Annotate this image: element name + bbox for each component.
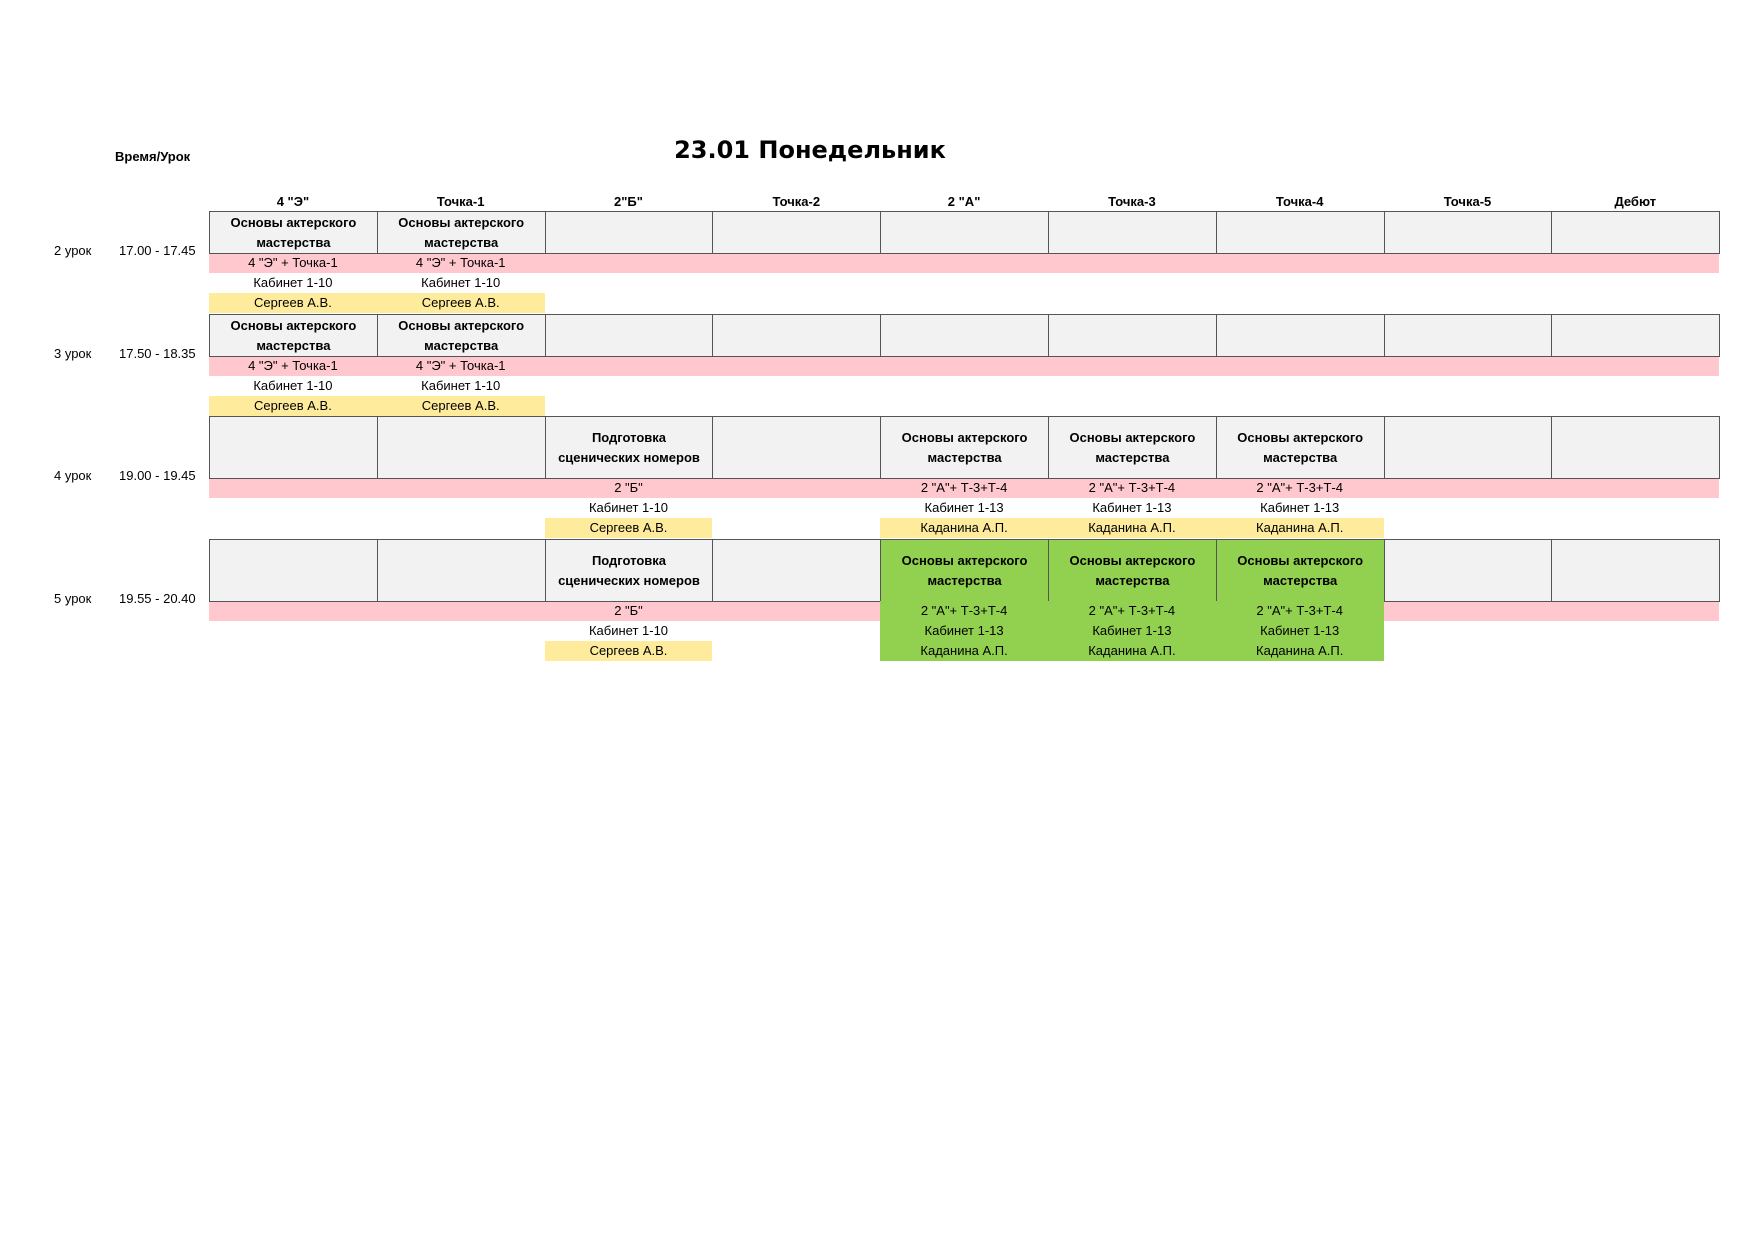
subject-cell [545, 211, 714, 254]
room-label: Кабинет 1-10 [253, 275, 333, 290]
room-label: Кабинет 1-13 [1092, 500, 1172, 515]
subject-cell [209, 416, 378, 479]
subject-cell [1551, 539, 1720, 602]
teacher-label: Сергеев А.В. [545, 641, 713, 661]
subject-cell [712, 314, 881, 357]
subject-cell [377, 539, 546, 602]
subject-cell: Основы актерского мастерства [377, 314, 546, 357]
lesson-number: 2 урок [54, 243, 92, 258]
subject-cell [1384, 416, 1553, 479]
group-label: 4 "Э" + Точка-1 [415, 358, 506, 373]
group-label: 2 "А"+ Т-3+Т-4 [1048, 601, 1216, 621]
column-header: Точка-5 [1443, 194, 1492, 209]
room-label: Кабинет 1-10 [253, 378, 333, 393]
room-label: Кабинет 1-10 [421, 378, 501, 393]
page-title: 23.01 Понедельник [674, 136, 946, 164]
subject-cell [880, 211, 1049, 254]
subject-cell [1551, 416, 1720, 479]
teacher-label: Каданина А.П. [880, 518, 1048, 538]
group-label: 2 "А"+ Т-3+Т-4 [880, 601, 1048, 621]
subject-cell: Основы актерского мастерства [880, 539, 1049, 602]
teacher-label: Каданина А.П. [1216, 641, 1384, 661]
subject-cell [712, 539, 881, 602]
teacher-label: Каданина А.П. [1216, 518, 1384, 538]
subject-cell: Основы актерского мастерства [880, 416, 1049, 479]
lesson-number: 4 урок [54, 468, 92, 483]
subject-cell [1384, 539, 1553, 602]
teacher-label: Сергеев А.В. [209, 293, 377, 313]
column-header: Точка-3 [1108, 194, 1156, 209]
column-header: Точка-2 [772, 194, 821, 209]
subject-cell [1216, 314, 1385, 357]
time-lesson-header: Время/Урок [115, 149, 191, 164]
group-label: 2 "Б" [614, 480, 643, 495]
teacher-label: Сергеев А.В. [377, 396, 545, 416]
column-header: Точка-1 [436, 194, 485, 209]
subject-cell [1384, 314, 1553, 357]
column-header: Точка-4 [1275, 194, 1324, 209]
teacher-label: Сергеев А.В. [377, 293, 545, 313]
subject-cell [377, 416, 546, 479]
subject-cell [712, 416, 881, 479]
lesson-number: 3 урок [54, 346, 92, 361]
lesson-time: 19.55 - 20.40 [119, 591, 196, 606]
group-label: 4 "Э" + Точка-1 [248, 255, 338, 270]
room-label: Кабинет 1-10 [588, 500, 669, 515]
lesson-time: 19.00 - 19.45 [119, 468, 196, 483]
subject-cell: Основы актерского мастерства [209, 314, 378, 357]
subject-cell: Подготовка сценических номеров [545, 416, 714, 479]
subject-cell [880, 314, 1049, 357]
subject-cell: Основы актерского мастерства [377, 211, 546, 254]
subject-cell [209, 539, 378, 602]
subject-cell [1384, 211, 1553, 254]
teacher-label: Каданина А.П. [1048, 641, 1216, 661]
lesson-number: 5 урок [54, 591, 92, 606]
subject-cell [1048, 211, 1217, 254]
subject-cell: Основы актерского мастерства [209, 211, 378, 254]
subject-cell [1551, 211, 1720, 254]
subject-cell: Основы актерского мастерства [1048, 539, 1217, 602]
teacher-label: Сергеев А.В. [545, 518, 713, 538]
room-label: Кабинет 1-13 [880, 621, 1048, 641]
column-header: 2"Б" [614, 194, 643, 209]
group-label: 2 "А"+ Т-3+Т-4 [920, 480, 1008, 495]
room-label: Кабинет 1-13 [1216, 621, 1384, 641]
room-label: Кабинет 1-10 [588, 623, 669, 638]
subject-cell: Основы актерского мастерства [1216, 416, 1385, 479]
room-label: Кабинет 1-13 [1260, 500, 1340, 515]
room-label: Кабинет 1-13 [924, 500, 1004, 515]
room-label: Кабинет 1-13 [1048, 621, 1216, 641]
subject-cell [712, 211, 881, 254]
room-label: Кабинет 1-10 [421, 275, 501, 290]
subject-cell [1048, 314, 1217, 357]
subject-cell: Основы актерского мастерства [1048, 416, 1217, 479]
group-label: 2 "А"+ Т-3+Т-4 [1216, 601, 1384, 621]
subject-cell [1551, 314, 1720, 357]
lesson-time: 17.00 - 17.45 [119, 243, 196, 258]
column-header: 4 "Э" [276, 194, 310, 209]
column-header: 2 "А" [947, 194, 981, 209]
teacher-label: Каданина А.П. [1048, 518, 1216, 538]
group-label: 2 "А"+ Т-3+Т-4 [1088, 480, 1176, 495]
teacher-label: Каданина А.П. [880, 641, 1048, 661]
subject-cell [545, 314, 714, 357]
lesson-time: 17.50 - 18.35 [119, 346, 196, 361]
group-label: 4 "Э" + Точка-1 [248, 358, 338, 373]
group-label: 4 "Э" + Точка-1 [415, 255, 506, 270]
subject-cell: Основы актерского мастерства [1216, 539, 1385, 602]
group-label: 2 "Б" [614, 603, 643, 618]
group-label: 2 "А"+ Т-3+Т-4 [1256, 480, 1343, 495]
subject-cell [1216, 211, 1385, 254]
column-header: Дебют [1614, 194, 1657, 209]
teacher-label: Сергеев А.В. [209, 396, 377, 416]
subject-cell: Подготовка сценических номеров [545, 539, 714, 602]
